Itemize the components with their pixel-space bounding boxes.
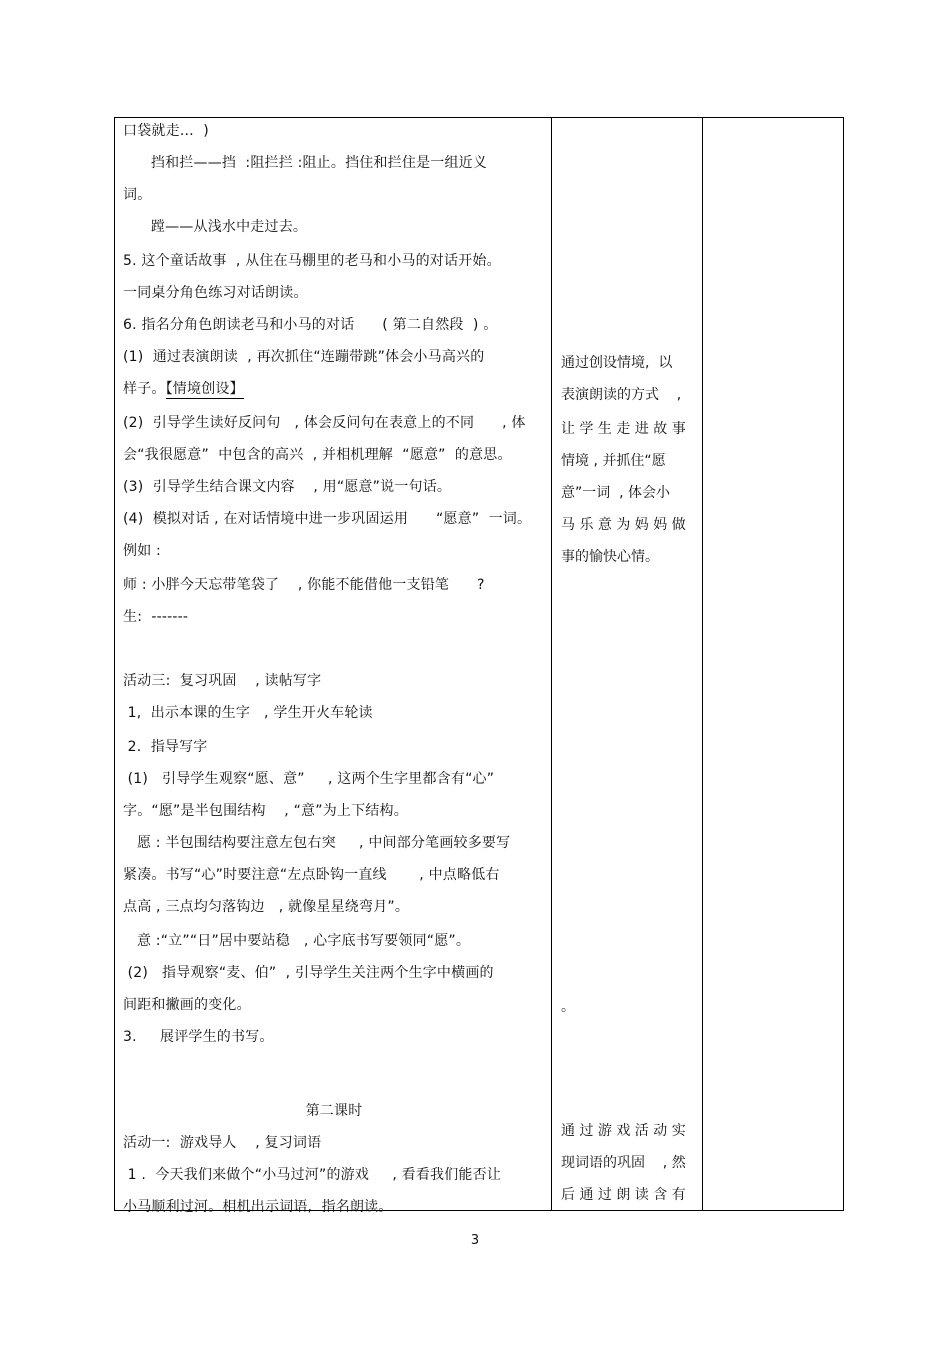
text-line: 5. 这个童话故事 , 从住在马棚里的老马和小马的对话开始。 <box>123 253 501 269</box>
note-line: 。 <box>561 999 575 1015</box>
note-line: 通过创设情境, 以 <box>561 355 673 371</box>
note-line: 后 通 过 朗 读 含 有 <box>561 1187 686 1203</box>
text-line: 字。“愿”是半包围结构 , “意”为上下结构。 <box>123 803 408 819</box>
text-line: (2) 指导观察“麦、伯” , 引导学生关注两个生字中横画的 <box>123 965 494 981</box>
text-line: (3) 引导学生结合课文内容 , 用“愿意”说一句话。 <box>123 479 452 495</box>
text-line: 样子。【情境创设】 <box>123 381 244 397</box>
column-divider <box>702 118 703 1210</box>
text-line: 点高 , 三点均匀落钩边 , 就像星星绕弯月”。 <box>123 899 410 915</box>
text-line: 例如 : <box>123 543 161 559</box>
text-line: 会“我很愿意” 中包含的高兴 , 并相机理解 “愿意” 的意思。 <box>123 447 512 463</box>
text-line: 间距和撇画的变化。 <box>123 997 251 1013</box>
text-line: 词。 <box>123 187 152 203</box>
page-number: 3 <box>470 1233 480 1248</box>
text-line: (1) 引导学生观察“愿、意” , 这两个生字里都含有“心” <box>123 771 495 787</box>
note-line: 马 乐 意 为 妈 妈 做 <box>561 517 686 533</box>
lesson-title: 第二课时 <box>305 1103 363 1119</box>
text-line: (1) 通过表演朗读 , 再次抓住“连蹦带跳”体会小马高兴的 <box>123 349 485 365</box>
text-line: 蹚——从浅水中走过去。 <box>123 219 308 235</box>
text-line: 师 : 小胖今天忘带笔袋了 , 你能不能借他一支铅笔 ? <box>123 577 485 593</box>
text-line: 3. 展评学生的书写。 <box>123 1029 274 1045</box>
text-line: 1 . 今天我们来做个“小马过河”的游戏 , 看看我们能否让 <box>123 1167 502 1183</box>
text-line: 6. 指名分角色朗读老马和小马的对话 ( 第二自然段 ) 。 <box>123 317 498 333</box>
text-line: 小马顺利过河。相机出示词语, 指名朗读。 <box>123 1199 393 1215</box>
text-line: 紧凑。书写“心”时要注意“左点卧钩一直线 , 中点略低右 <box>123 867 500 883</box>
text-line: 2. 指导写字 <box>123 739 208 755</box>
note-line: 现词语的巩固 , 然 <box>561 1155 686 1171</box>
text-line: (2) 引导学生读好反问句 , 体会反问句在表意上的不同 , 体 <box>123 415 526 431</box>
note-line: 意”一词 , 体会小 <box>561 485 671 501</box>
text-line: 一同桌分角色练习对话朗读。 <box>123 285 308 301</box>
note-line: 情境 , 并抓住“愿 <box>561 453 666 469</box>
column-divider <box>551 118 552 1210</box>
text-line: 活动一: 游戏导人 , 复习词语 <box>123 1135 322 1151</box>
lesson-plan-table <box>114 117 844 1215</box>
note-line: 通 过 游 戏 活 动 实 <box>561 1123 686 1139</box>
text-line: 挡和拦——挡 :阻拦拦 :阻止。挡住和拦住是一组近义 <box>123 155 488 171</box>
note-line: 让 学 生 走 进 故 事 <box>561 421 686 437</box>
note-line: 事的愉快心情。 <box>561 549 659 565</box>
text-line: 口袋就走… ) <box>123 123 209 139</box>
text-line: 1, 出示本课的生字 , 学生开火车轮读 <box>123 705 373 721</box>
text-line: 愿 : 半包围结构要注意左包右突 , 中间部分笔画较多要写 <box>123 835 511 851</box>
note-line: 表演朗读的方式 , <box>561 387 682 403</box>
situation-tag: 【情境创设】 <box>165 381 244 397</box>
text-line: 活动三: 复习巩固 , 读帖写字 <box>123 673 322 689</box>
text-line: (4) 模拟对话 , 在对话情境中进一步巩固运用 “愿意” 一词。 <box>123 511 532 527</box>
text-line: 意 :“立”“日”居中要站稳 , 心字底书写要领同“愿”。 <box>123 933 471 949</box>
text-line: 生: ------- <box>123 609 189 625</box>
